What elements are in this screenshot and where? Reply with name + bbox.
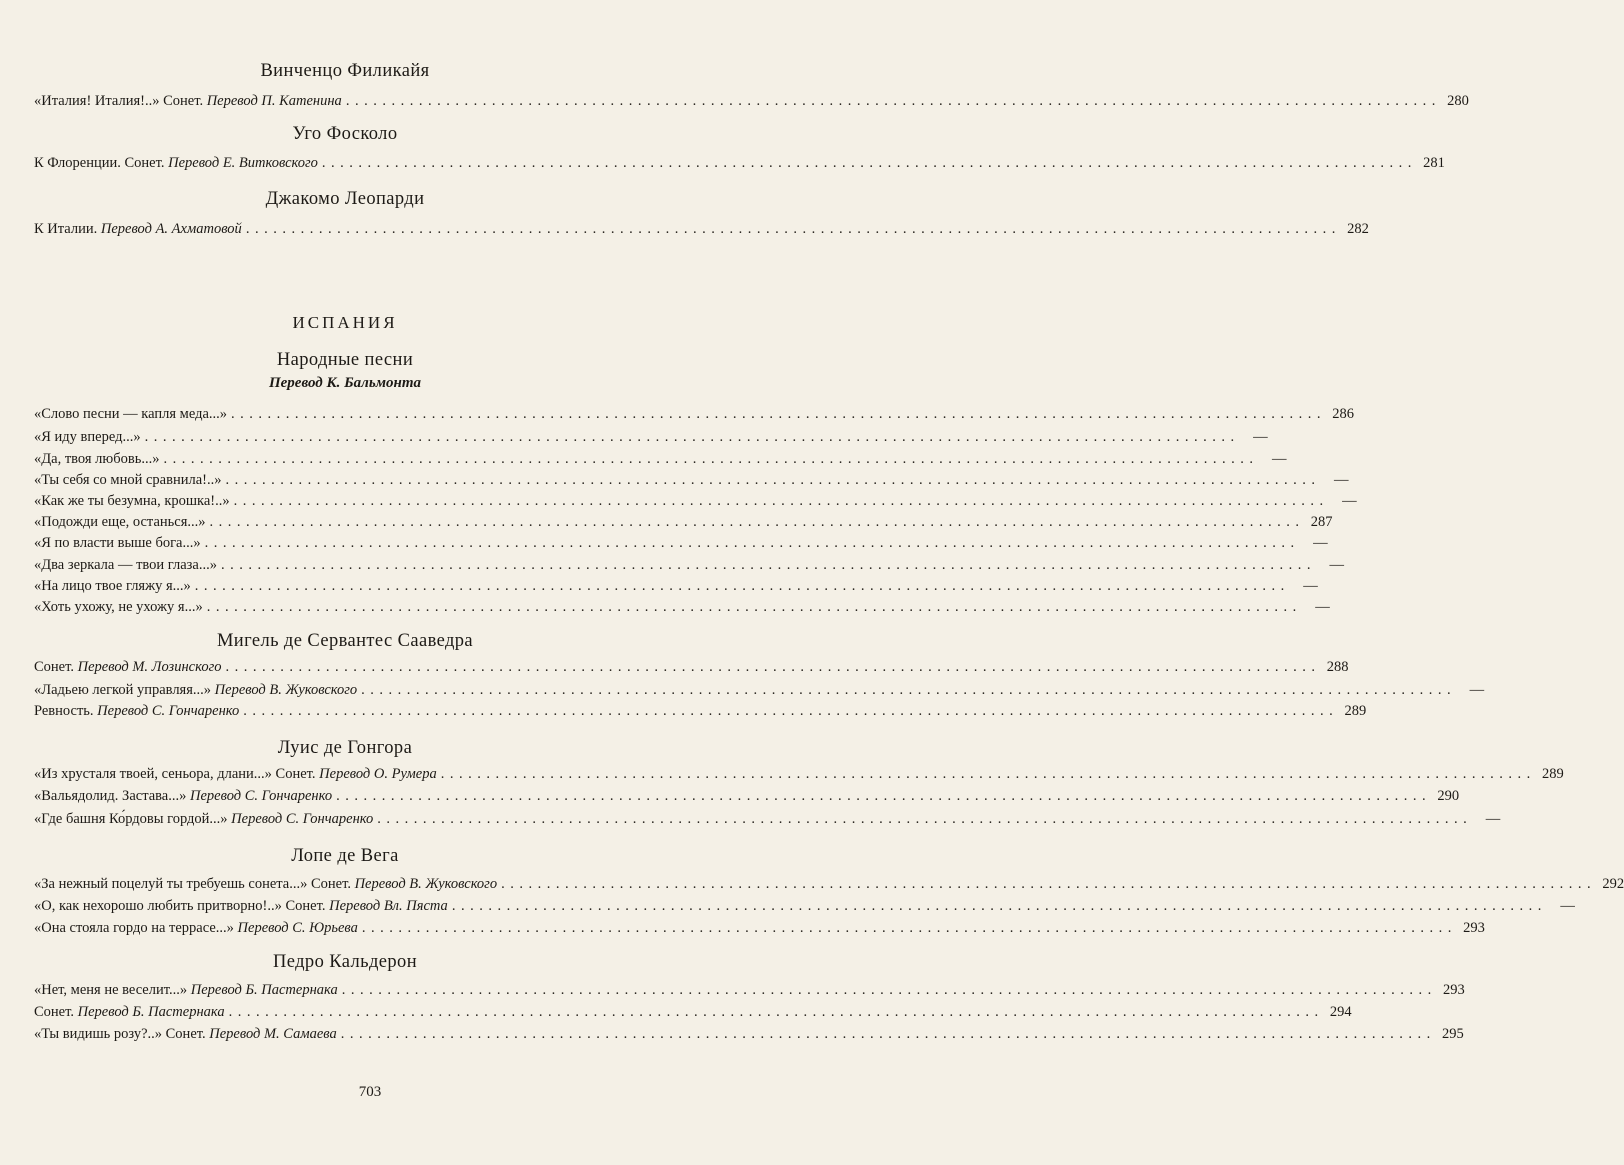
toc-page-number: 287: [1310, 514, 1333, 530]
dot-leader: ........................................................................................................................: [361, 920, 1457, 936]
translator-credit: Перевод С. Гончаренко: [231, 811, 374, 827]
toc-entry: [34, 809, 1501, 829]
author-heading: Джакомо Леопарди: [265, 189, 425, 209]
toc-entry-title: [34, 980, 338, 1000]
toc-entry-title: [34, 786, 332, 806]
dot-leader: ........................................................................................................................: [451, 898, 1547, 914]
toc-entry: [34, 404, 1355, 424]
toc-entry: [34, 1024, 1464, 1044]
toc-entry-title: [34, 597, 203, 617]
dot-leader: ........................................................................................................................: [340, 1026, 1436, 1042]
author-heading: Мигель де Сервантес Сааведра: [216, 631, 474, 651]
toc-entry-title: [34, 764, 437, 784]
toc-entry: [34, 764, 1564, 784]
toc-entry: [34, 874, 1624, 894]
poem-title: «Я по власти выше бога...»: [34, 535, 201, 551]
toc-page-number: 289: [1344, 703, 1367, 719]
author-heading: Лопе де Вега: [291, 846, 399, 866]
dot-leader: ........................................................................................................................: [321, 155, 1417, 171]
poem-title: «Вальядолид. Застава...»: [34, 788, 190, 804]
translator-credit: Перевод О. Румера: [319, 766, 437, 782]
toc-entry: [34, 512, 1333, 532]
toc-entry-title: [34, 153, 318, 173]
dot-leader: ........................................................................................................................: [204, 535, 1300, 551]
translator-credit: Перевод М. Самаева: [209, 1026, 337, 1042]
toc-entry-title: [34, 404, 227, 424]
dot-leader: ........................................................................................................................: [501, 876, 1597, 892]
toc-page-number: —: [1342, 493, 1357, 509]
poem-title: «Слово песни — капля меда...»: [34, 406, 228, 422]
toc-page-number: —: [1253, 429, 1268, 445]
toc-entry-title: [34, 533, 201, 553]
translator-credit: Перевод П. Катенина: [206, 93, 342, 109]
poem-title: «Да, твоя любовь...»: [34, 451, 160, 467]
translator-credit: Перевод А. Ахматовой: [100, 221, 242, 237]
dot-leader: ........................................................................................................................: [231, 406, 1327, 422]
dot-leader: ........................................................................................................................: [209, 514, 1305, 530]
poem-title: «Как же ты безумна, крошка!..»: [34, 493, 230, 509]
toc-page-number: 293: [1463, 920, 1485, 936]
toc-entry: [34, 597, 1330, 617]
toc-entry: [34, 491, 1357, 511]
poem-title: Сонет.: [34, 659, 78, 675]
toc-page-number: —: [1303, 578, 1318, 594]
toc-entry: [34, 701, 1367, 721]
toc-page-number: 293: [1442, 982, 1465, 998]
toc-page-number: —: [1469, 682, 1485, 698]
poem-title: «Подожди еще, останься...»: [34, 514, 206, 530]
country-heading: ИСПАНИЯ: [292, 313, 398, 332]
translator-credit: Перевод В. Жуковского: [214, 682, 358, 698]
dot-leader: ........................................................................................................................: [243, 703, 1339, 719]
toc-entry: [34, 786, 1460, 806]
toc-page-number: —: [1329, 557, 1344, 573]
dot-leader: ........................................................................................................................: [336, 788, 1432, 804]
toc-page-number: 295: [1441, 1026, 1464, 1042]
toc-entry-title: [34, 449, 159, 469]
dot-leader: ........................................................................................................................: [341, 982, 1437, 998]
poem-title: «Ладьею легкой управляя...»: [34, 682, 215, 698]
translator-credit: Перевод С. Гончаренко: [97, 703, 240, 719]
poem-title: «Где башня Ко́рдовы гордой...»: [34, 811, 232, 827]
dot-leader: ........................................................................................................................: [194, 578, 1290, 594]
toc-entry-title: [34, 1024, 337, 1044]
author-heading: Уго Фосколо: [292, 124, 398, 144]
translator-credit: Перевод В. Жуковского: [354, 876, 498, 892]
toc-entry-title: [34, 918, 358, 938]
toc-page-number: —: [1333, 472, 1349, 488]
poem-title: «Ты видишь розу?..» Сонет.: [34, 1026, 210, 1042]
translator-subheading: Перевод К. Бальмонта: [268, 375, 421, 391]
toc-page-number: —: [1271, 451, 1287, 467]
dot-leader: ........................................................................................................................: [144, 429, 1240, 445]
poem-title: «Ты себя со мной сравнила!..»: [34, 472, 222, 488]
toc-page-number: 292: [1602, 876, 1624, 892]
toc-page-number: 280: [1447, 93, 1469, 109]
poem-title: «Я иду вперед...»: [34, 429, 141, 445]
toc-entry-title: [34, 427, 141, 447]
toc-entry-title: [34, 1002, 225, 1022]
translator-credit: Перевод М. Лозинского: [77, 659, 222, 675]
toc-page-number: —: [1315, 599, 1330, 615]
dot-leader: ........................................................................................................................: [220, 557, 1316, 573]
toc-page-number: 281: [1423, 155, 1445, 171]
toc-entry: [34, 680, 1485, 700]
translator-credit: Перевод Б. Пастернака: [190, 982, 338, 998]
toc-entry: [34, 153, 1445, 173]
dot-leader: ........................................................................................................................: [206, 599, 1302, 615]
toc-entry-title: [34, 512, 206, 532]
dot-leader: ........................................................................................................................: [233, 493, 1329, 509]
page-number: 703: [358, 1084, 382, 1100]
toc-entry-title: [34, 809, 373, 829]
poem-title: «Италия! Италия!..» Сонет.: [34, 93, 207, 109]
dot-leader: ........................................................................................................................: [225, 472, 1321, 488]
toc-entry: [34, 918, 1485, 938]
toc-page-number: 290: [1437, 788, 1460, 804]
toc-entry: [34, 1002, 1352, 1022]
toc-entry: [34, 449, 1287, 469]
toc-entry-title: [34, 701, 239, 721]
dot-leader: ........................................................................................................................: [163, 451, 1259, 467]
dot-leader: ........................................................................................................................: [245, 221, 1341, 237]
dot-leader: ........................................................................................................................: [440, 766, 1536, 782]
translator-credit: Перевод С. Гончаренко: [190, 788, 333, 804]
toc-entry: [34, 555, 1344, 575]
translator-credit: Перевод Вл. Пяста: [329, 898, 448, 914]
poem-title: К Флоренции. Сонет.: [34, 155, 169, 171]
toc-entry-title: [34, 874, 497, 894]
toc-entry-title: [34, 491, 230, 511]
dot-leader: ........................................................................................................................: [228, 1004, 1324, 1020]
dot-leader: ........................................................................................................................: [225, 659, 1321, 675]
translator-credit: Перевод Б. Пастернака: [77, 1004, 225, 1020]
toc-entry-title: [34, 576, 191, 596]
toc-entry: [34, 470, 1349, 490]
dot-leader: ........................................................................................................................: [377, 811, 1473, 827]
translator-credit: Перевод Е. Витковского: [168, 155, 318, 171]
poem-title: Сонет.: [34, 1004, 78, 1020]
toc-page-number: 289: [1541, 766, 1564, 782]
toc-entry: [34, 980, 1465, 1000]
toc-entry: [34, 427, 1268, 447]
toc-entry-title: [34, 657, 221, 677]
author-heading: Народные песни: [276, 350, 414, 370]
toc-entry: [34, 533, 1328, 553]
author-heading: Луис де Гонгора: [277, 738, 413, 758]
poem-title: К Италии.: [34, 221, 101, 237]
dot-leader: ........................................................................................................................: [345, 93, 1441, 109]
dot-leader: ........................................................................................................................: [361, 682, 1457, 698]
toc-page-number: 286: [1332, 406, 1355, 422]
toc-entry-title: [34, 219, 242, 239]
toc-entry-title: [34, 470, 221, 490]
toc-entry: [34, 91, 1469, 111]
poem-title: «О, как нехорошо любить притворно!..» Сонет.: [34, 898, 330, 914]
toc-entry-title: [34, 680, 357, 700]
toc-page-number: —: [1560, 898, 1575, 914]
toc-page-number: —: [1313, 535, 1328, 551]
toc-page-number: —: [1485, 811, 1501, 827]
author-heading: Педро Кальдерон: [272, 952, 418, 972]
toc-entry: [34, 219, 1369, 239]
author-heading: Винченцо Филикайя: [260, 61, 430, 81]
toc-entry-title: [34, 555, 217, 575]
toc-page-number: 294: [1329, 1004, 1352, 1020]
poem-title: «За нежный поцелуй ты требуешь сонета...» Сонет.: [34, 876, 355, 892]
poem-title: «Хоть ухожу, не ухожу я...»: [34, 599, 203, 615]
poem-title: «Нет, меня не веселит...»: [34, 982, 191, 998]
toc-entry: [34, 576, 1318, 596]
toc-page-number: 282: [1347, 221, 1369, 237]
translator-credit: Перевод С. Юрьева: [237, 920, 358, 936]
poem-title: Ревность.: [34, 703, 98, 719]
poem-title: «Из хрусталя твоей, сеньора, длани...» Сонет.: [34, 766, 320, 782]
toc-page-number: 288: [1326, 659, 1349, 675]
poem-title: «Два зеркала — твои глаза...»: [34, 557, 217, 573]
toc-entry-title: [34, 91, 342, 111]
toc-entry: [34, 657, 1349, 677]
poem-title: «На лицо твое гляжу я...»: [34, 578, 191, 594]
toc-entry-title: [34, 896, 448, 916]
poem-title: «Она стояла гордо на террасе...»: [34, 920, 238, 936]
toc-entry: [34, 896, 1575, 916]
